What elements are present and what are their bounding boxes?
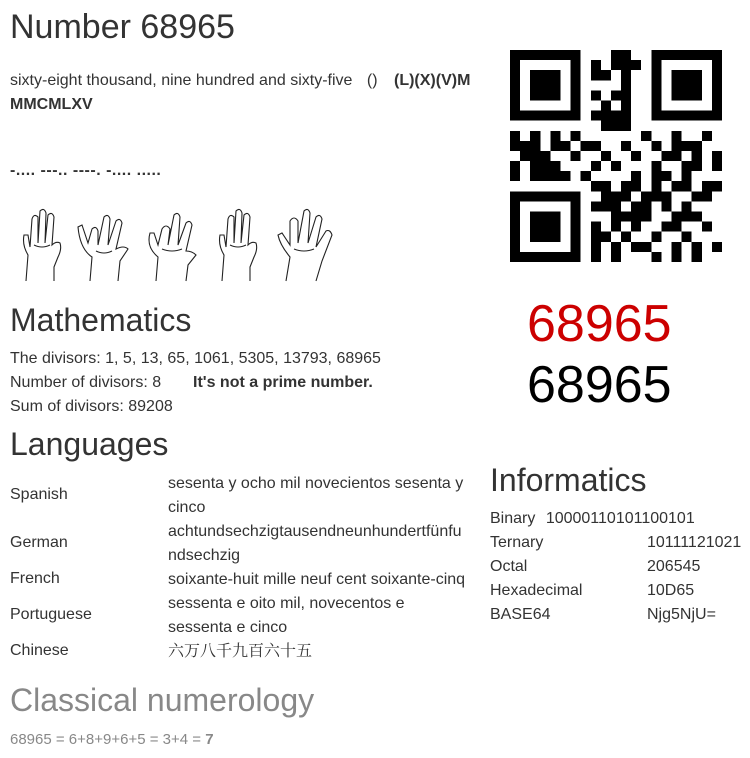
numerology-formula — [10, 731, 214, 748]
info-label: Binary — [490, 510, 536, 527]
hand-sign-9-icon — [142, 205, 200, 283]
informatics-heading: Informatics — [490, 462, 647, 498]
language-name: Portuguese — [10, 606, 92, 623]
morse-code: -.... ---.. ----. -.... ..... — [10, 162, 162, 179]
language-value — [168, 520, 468, 568]
info-label-octal: Octal — [490, 558, 528, 575]
language-value — [168, 640, 468, 664]
language-value-line: achtundsechzigtausendneunhundertfünfu — [168, 523, 462, 540]
language-value-line: sesenta y ocho mil novecientos sesenta y — [168, 475, 464, 492]
spelled-extra: () — [366, 72, 378, 89]
numerology-result: 7 — [205, 731, 214, 748]
language-name: Spanish — [10, 486, 68, 503]
language-value-line: 六万八千九百六十五 — [168, 643, 313, 660]
languages-heading: Languages — [10, 426, 169, 462]
numerology-sum: 68965 = 6+8+9+6+5 = 3+4 = — [10, 731, 206, 748]
info-value-base64: Njg5NjU= — [647, 606, 716, 623]
number-display-black: 68965 — [527, 356, 672, 414]
hand-sign-8-icon — [74, 205, 132, 283]
language-value — [168, 472, 468, 520]
language-value-line: ndsechzig — [168, 547, 241, 564]
info-value-hexadecimal: 10D65 — [647, 582, 695, 599]
info-value-octal: 206545 — [647, 558, 701, 575]
info-label-ternary: Ternary — [490, 534, 544, 551]
language-value-line: sessenta e cinco — [168, 619, 288, 636]
language-value-line: soixante-huit mille neuf cent soixante-cinq — [168, 571, 466, 588]
language-name: French — [10, 570, 60, 587]
qr-code-icon — [510, 50, 722, 262]
language-name: German — [10, 534, 68, 551]
language-value — [168, 592, 468, 640]
spelled-out — [10, 72, 470, 90]
page-title: Number 68965 — [10, 8, 235, 46]
hand-sign-6-icon — [14, 205, 72, 283]
mathematics-heading: Mathematics — [10, 302, 192, 338]
number-display-red: 68965 — [527, 295, 672, 353]
divisor-sum: Sum of divisors: 89208 — [10, 398, 173, 415]
divisors-list: The divisors: 1, 5, 13, 65, 1061, 5305, 13793, 68965 — [10, 350, 381, 367]
language-value-line: cinco — [168, 499, 206, 516]
hand-sign-6b-icon — [210, 205, 268, 283]
info-label-base64: BASE64 — [490, 606, 551, 623]
info-value: 10000110101100101 — [545, 510, 695, 527]
spelled-text: sixty-eight thousand, nine hundred and sixty-five — [10, 72, 353, 89]
numerology-heading: Classical numerology — [10, 682, 315, 718]
info-label-hexadecimal: Hexadecimal — [490, 582, 583, 599]
language-value-line: sessenta e oito mil, novecentos e — [168, 595, 405, 612]
prime-status: It's not a prime number. — [193, 374, 373, 391]
roman-numeral-part2: MMCMLXV — [10, 96, 93, 113]
divisor-count: Number of divisors: 8 — [10, 374, 162, 391]
language-value — [168, 568, 468, 592]
language-name: Chinese — [10, 642, 69, 659]
hand-sign-5-icon — [276, 205, 334, 283]
info-row-binary — [490, 510, 695, 528]
info-value-ternary: 10111121021 — [647, 534, 742, 551]
roman-numeral-part1: (L)(X)(V)M — [393, 72, 471, 89]
